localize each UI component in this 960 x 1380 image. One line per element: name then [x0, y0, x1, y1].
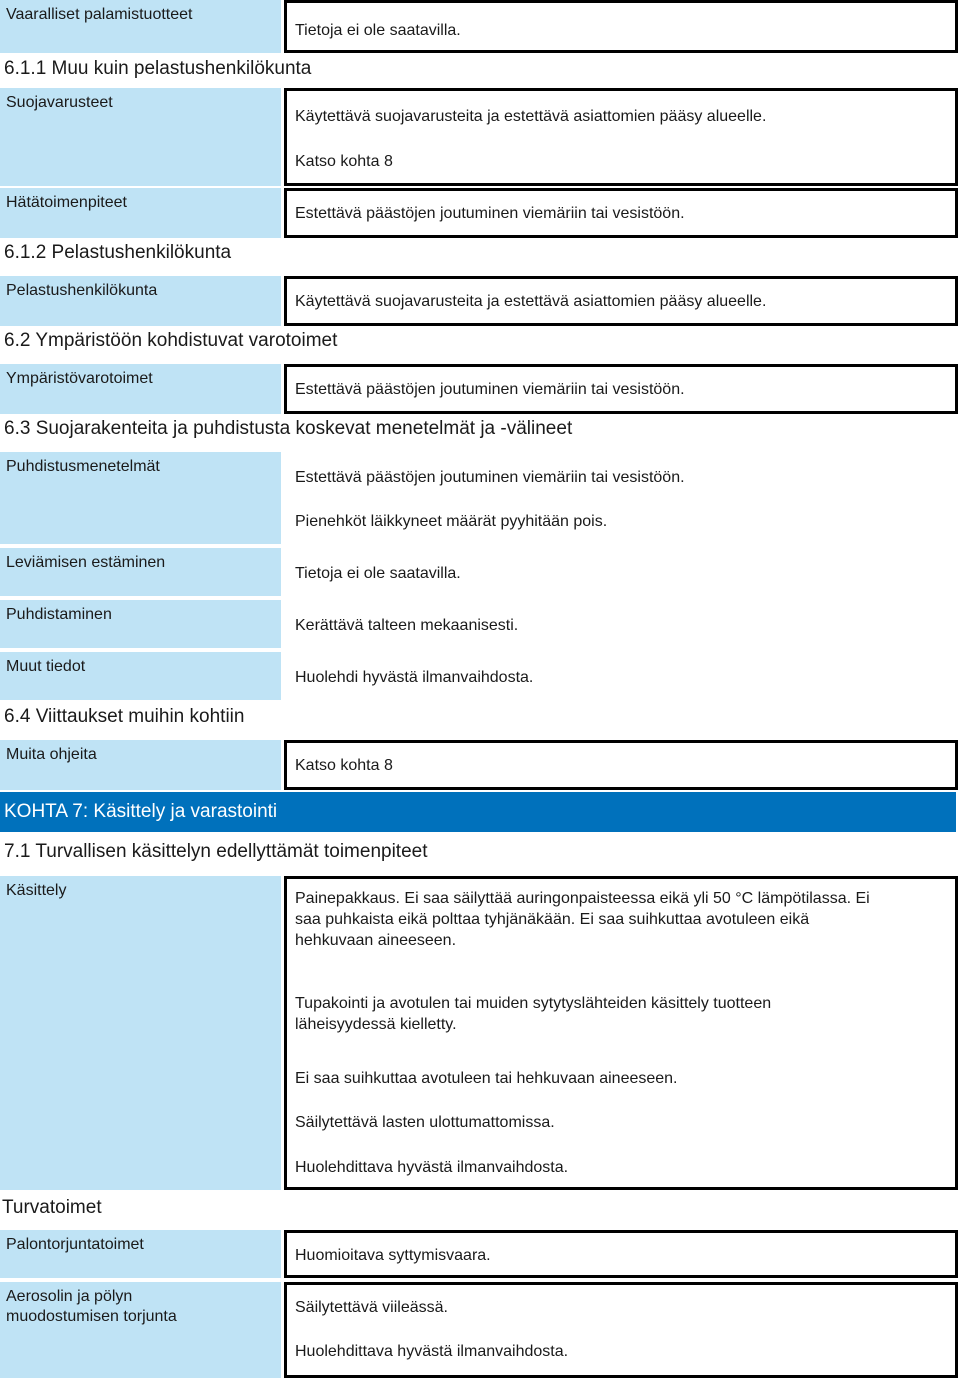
row-value: Estettävä päästöjen joutuminen viemäriin tai vesistöön.	[295, 381, 685, 398]
row-muut-tiedot	[0, 652, 960, 700]
row-label-line: muodostumisen torjunta	[6, 1308, 177, 1325]
row-value: saa puhkaista eikä polttaa tyhjänäkään. Ei saa suihkuttaa avotuleen eikä	[295, 911, 810, 928]
heading-6-4: 6.4 Viittaukset muihin kohtiin	[4, 706, 245, 727]
row-value: Säilytettävä lasten ulottumattomissa.	[295, 1114, 555, 1131]
row-kasittely	[0, 876, 960, 1190]
heading-6-1-2: 6.1.2 Pelastushenkilökunta	[4, 242, 232, 263]
row-value-box	[284, 876, 958, 1190]
row-value-box	[284, 88, 958, 186]
row-value: Tietoja ei ole saatavilla.	[295, 22, 461, 39]
row-puhdistusmenetelmat	[0, 452, 960, 544]
row-value: hehkuvaan aineeseen.	[295, 932, 457, 949]
row-value-box	[284, 1230, 958, 1278]
row-value: Kerättävä talteen mekaanisesti.	[295, 617, 519, 634]
row-value: Käytettävä suojavarusteita ja estettävä asiattomien pääsy alueelle.	[295, 293, 767, 310]
heading-6-1-1: 6.1.1 Muu kuin pelastushenkilökunta	[4, 58, 312, 79]
row-muita-ohjeita	[0, 740, 960, 790]
row-value: Tupakointi ja avotulen tai muiden sytytyslähteiden käsittely tuotteen	[295, 995, 772, 1012]
row-value: Pienehköt läikkyneet määrät pyyhitään pois.	[295, 513, 608, 530]
row-value: Huomioitava syttymisvaara.	[295, 1247, 491, 1264]
row-value: läheisyydessä kielletty.	[295, 1016, 457, 1033]
row-value: Ei saa suihkuttaa avotuleen tai hehkuvaan aineeseen.	[295, 1070, 678, 1087]
row-vaaralliset	[0, 0, 960, 53]
row-ymparistovarotoimet	[0, 364, 960, 414]
row-value: Huolehdittava hyvästä ilmanvaihdosta.	[295, 1343, 569, 1360]
row-label: Käsittely	[0, 876, 281, 1190]
row-palontorjuntatoimet	[0, 1230, 960, 1278]
row-label: Vaaralliset palamistuotteet	[0, 0, 281, 53]
row-value: Katso kohta 8	[295, 757, 393, 774]
row-value-box	[284, 364, 958, 414]
row-label: Leviämisen estäminen	[0, 548, 281, 596]
row-value-box	[284, 188, 958, 238]
row-label: Hätätoimenpiteet	[0, 188, 281, 238]
heading-7-1: 7.1 Turvallisen käsittelyn edellyttämät toimenpiteet	[4, 841, 428, 862]
row-label: Pelastushenkilökunta	[0, 276, 281, 326]
row-value-box	[284, 0, 958, 53]
heading-turvatoimet: Turvatoimet	[2, 1197, 102, 1218]
row-value-box	[284, 600, 958, 648]
row-label: Muut tiedot	[0, 652, 281, 700]
row-value: Estettävä päästöjen joutuminen viemäriin tai vesistöön.	[295, 469, 685, 486]
row-aerosolin-torjunta	[0, 1282, 960, 1378]
heading-6-3: 6.3 Suojarakenteita ja puhdistusta koskevat menetelmät ja -välineet	[4, 418, 573, 439]
row-value-box	[284, 652, 958, 700]
row-label: Muita ohjeita	[0, 740, 281, 790]
row-label	[0, 1282, 281, 1378]
row-pelastushenkilokunta	[0, 276, 960, 326]
row-value-box	[284, 452, 958, 544]
row-value: Huolehdittava hyvästä ilmanvaihdosta.	[295, 1159, 569, 1176]
row-label: Palontorjuntatoimet	[0, 1230, 281, 1278]
row-value: Tietoja ei ole saatavilla.	[295, 565, 461, 582]
row-leviamisen-estaminen	[0, 548, 960, 596]
row-label: Ympäristövarotoimet	[0, 364, 281, 414]
row-value: Katso kohta 8	[295, 153, 393, 170]
row-value: Huolehdi hyvästä ilmanvaihdosta.	[295, 669, 534, 686]
row-value-box	[284, 548, 958, 596]
row-suojavarusteet	[0, 88, 960, 186]
row-hatatoimenpiteet	[0, 188, 960, 238]
row-label-line: Aerosolin ja pölyn	[6, 1288, 133, 1305]
section-7-bar: KOHTA 7: Käsittely ja varastointi	[0, 792, 956, 832]
row-value: Painepakkaus. Ei saa säilyttää auringonpaisteessa eikä yli 50 °C lämpötilassa. Ei	[295, 890, 870, 907]
row-value-box	[284, 276, 958, 326]
row-value-box	[284, 1282, 958, 1378]
row-value-box	[284, 740, 958, 790]
row-value: Käytettävä suojavarusteita ja estettävä asiattomien pääsy alueelle.	[295, 108, 767, 125]
heading-6-2: 6.2 Ympäristöön kohdistuvat varotoimet	[4, 330, 338, 351]
row-puhdistaminen	[0, 600, 960, 648]
row-value: Säilytettävä viileässä.	[295, 1299, 448, 1316]
row-label: Suojavarusteet	[0, 88, 281, 186]
row-label: Puhdistusmenetelmät	[0, 452, 281, 544]
row-label: Puhdistaminen	[0, 600, 281, 648]
row-value: Estettävä päästöjen joutuminen viemäriin tai vesistöön.	[295, 205, 685, 222]
